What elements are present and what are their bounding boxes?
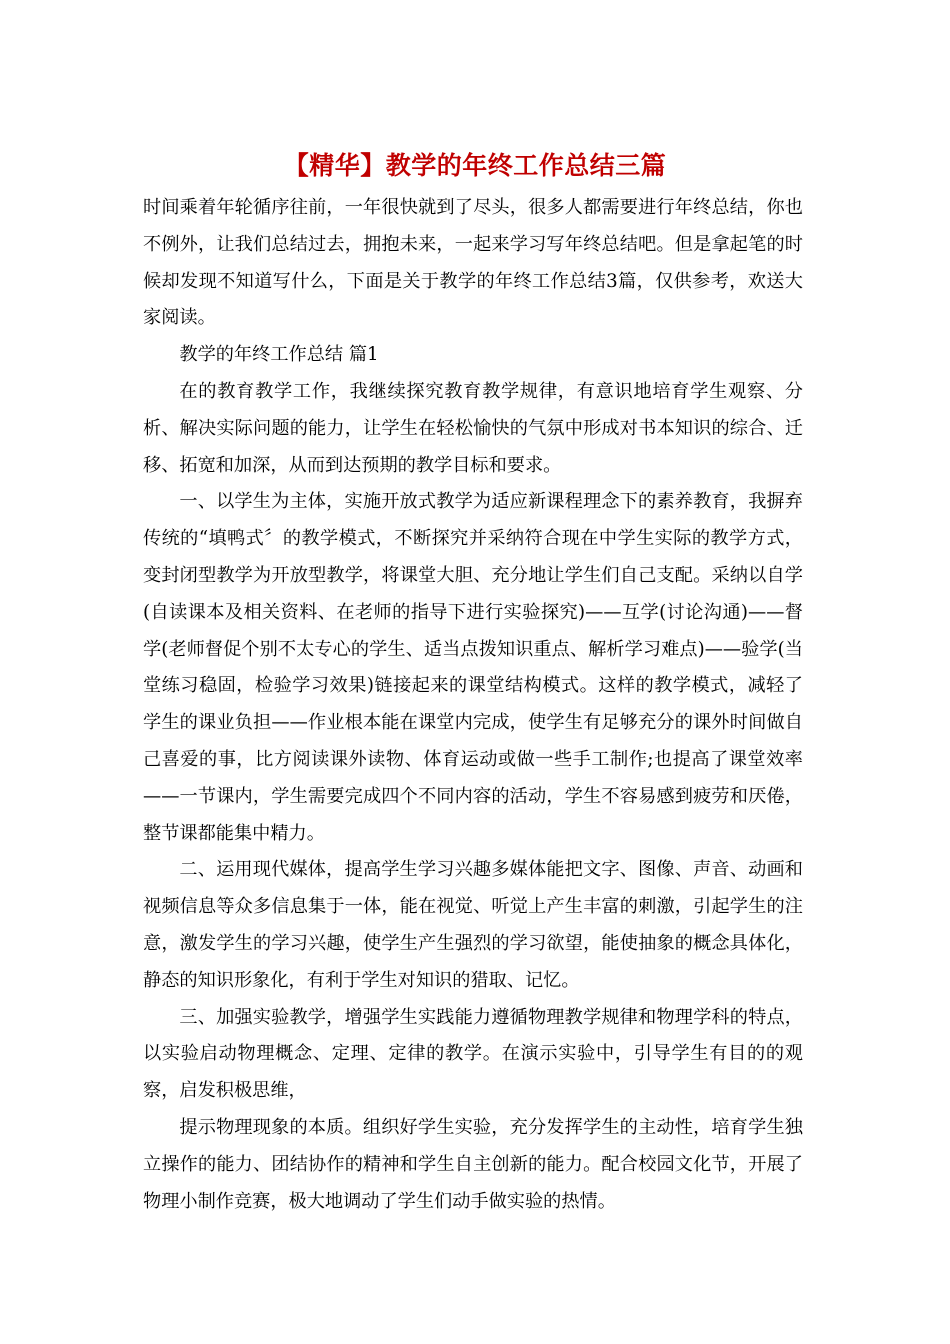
section-heading: 教学的年终工作总结 篇1	[179, 344, 379, 366]
body-paragraph: 一、以学生为主体，实施开放式教学为适应新课程理念下的素养教育，我摒弃传统的“填鸭式〞的教学模式，不断探究并采纳符合现在中学生实际的教学方式，变封闭型教学为开放型教学，将课堂大胆、充分地让学生们自己支配。采纳以自学(自读课本及相关资料、在老师的指导下进行实验探究)——互学(讨论沟通)——督学(老师督促个别不太专心的学生、适当点拨知识重点、解析学习难点)——验学(当堂练习稳固，检验学习效果)链接起来的课堂结构模式。这样的教学模式，减轻了学生的课业负担——作业根本能在课堂内完成，使学生有足够充分的课外时间做自己喜爱的事，比方阅读课外读物、体育运动或做一些手工制作;也提高了课堂效率——一节课内，学生需要完成四个不同内容的活动，学生不容易感到疲劳和厌倦，整节课都能集中精力。	[143, 491, 803, 844]
body-paragraph: 二、运用现代媒体，提高学生学习兴趣多媒体能把文字、图像、声音、动画和视频信息等众多信息集于一体，能在视觉、听觉上产生丰富的刺激，引起学生的注意，激发学生的学习兴趣，使学生产生强烈的学习欲望，能使抽象的概念具体化，静态的知识形象化，有利于学生对知识的猎取、记忆。	[143, 859, 803, 991]
document-body	[143, 190, 803, 1220]
intro-paragraph: 时间乘着年轮循序往前，一年很快就到了尽头，很多人都需要进行年终总结，你也不例外，让我们总结过去，拥抱未来，一起来学习写年终总结吧。但是拿起笔的时候却发现不知道写什么，下面是关于教学的年终工作总结3篇，仅供参考，欢送大家阅读。	[143, 197, 803, 329]
document-title: 【精华】教学的年终工作总结三篇	[283, 151, 667, 180]
body-paragraph: 提示物理现象的本质。组织好学生实验，充分发挥学生的主动性，培育学生独立操作的能力、团结协作的精神和学生自主创新的能力。配合校园文化节，开展了物理小制作竞赛，极大地调动了学生们动手做实验的热情。	[143, 1116, 803, 1212]
body-paragraph: 三、加强实验教学，增强学生实践能力遵循物理教学规律和物理学科的特点，以实验启动物理概念、定理、定律的教学。在演示实验中，引导学生有目的的观察，启发积极思维，	[143, 1006, 803, 1102]
body-paragraph: 在的教育教学工作，我继续探究教育教学规律，有意识地培育学生观察、分析、解决实际问题的能力，让学生在轻松愉快的气氛中形成对书本知识的综合、迁移、拓宽和加深，从而到达预期的教学目标和要求。	[143, 380, 803, 476]
